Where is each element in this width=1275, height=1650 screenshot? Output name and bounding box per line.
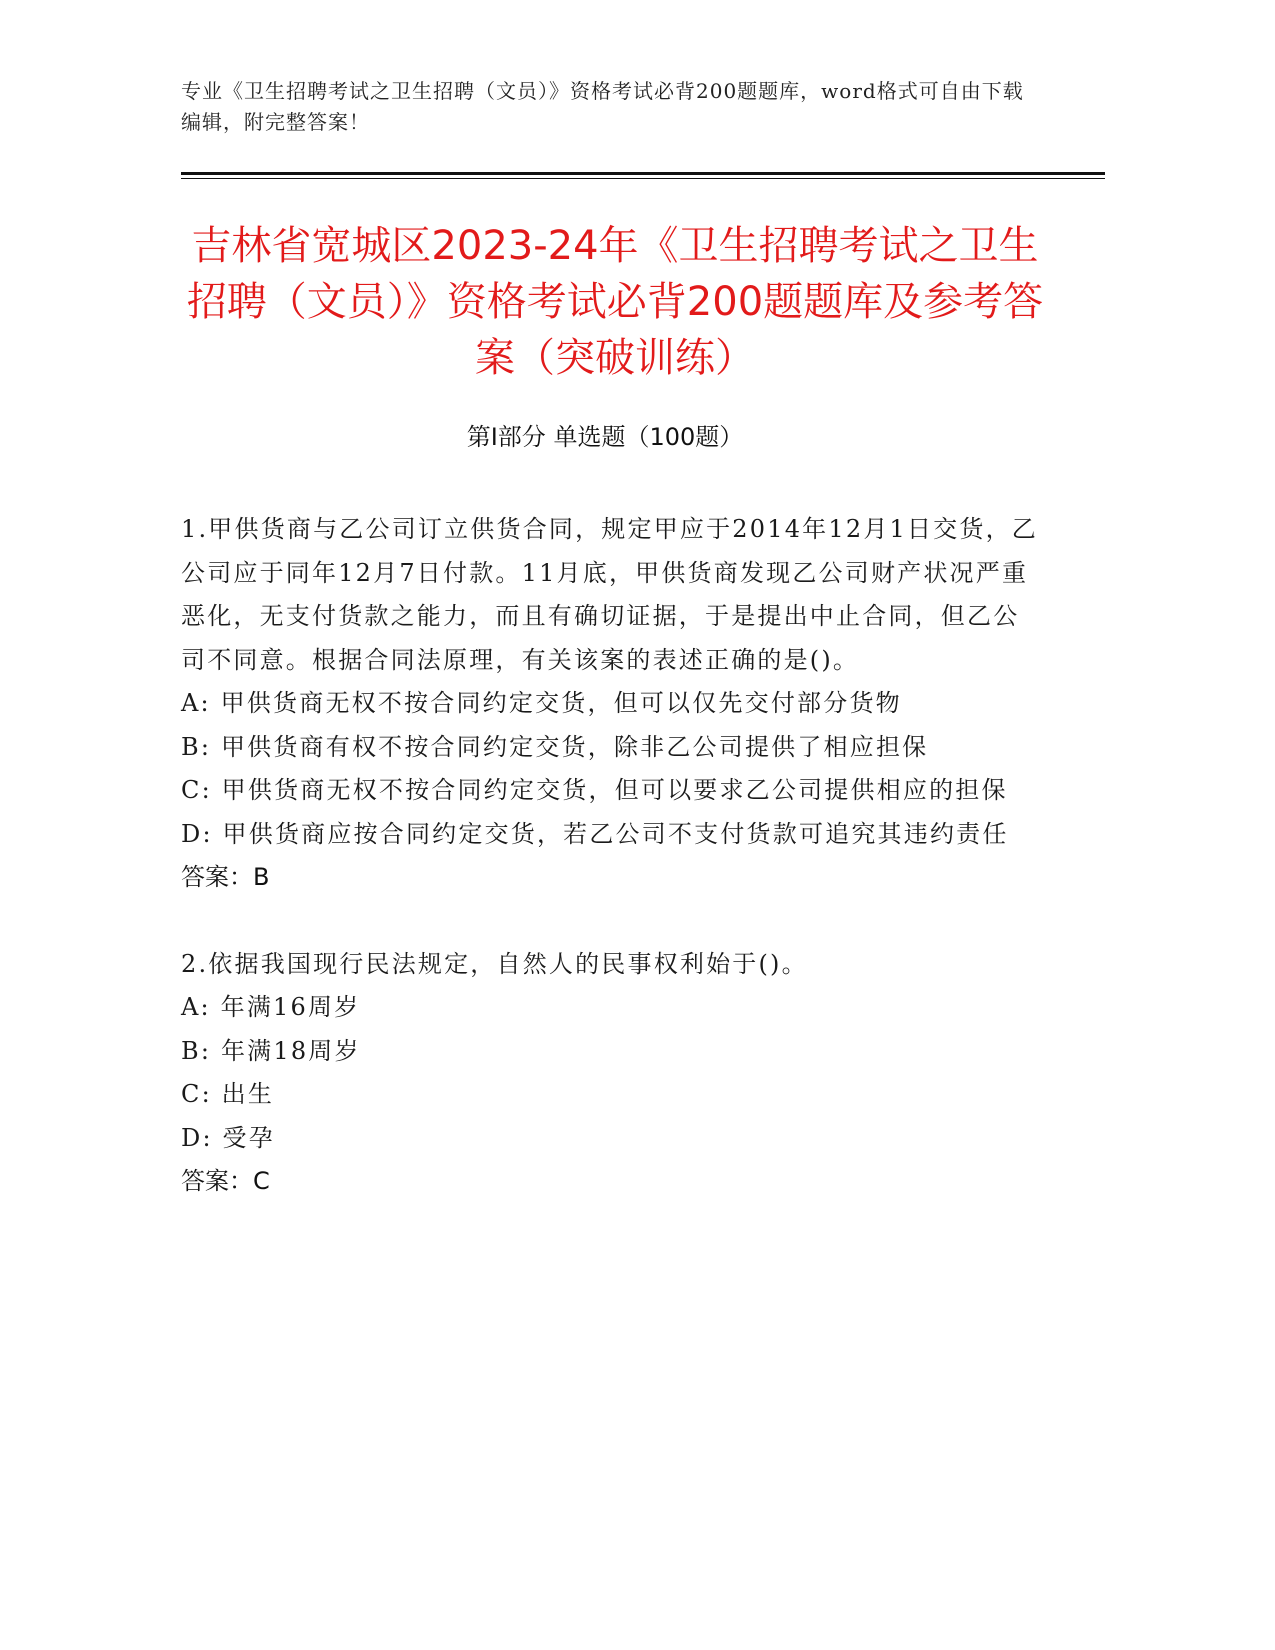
option-b: B: 年满18周岁: [181, 1036, 361, 1065]
option-d: D: 甲供货商应按合同约定交货，若乙公司不支付货款可追究其违约责任: [181, 819, 1009, 848]
header-divider-thick: [181, 172, 1105, 175]
answer-label: 答案：B: [181, 863, 270, 891]
option-c: C: 甲供货商无权不按合同约定交货，但可以要求乙公司提供相应的担保: [181, 776, 1008, 804]
option-a: A: 年满16周岁: [181, 993, 361, 1021]
header-note: 专业《卫生招聘考试之卫生招聘（文员）》资格考试必背200题题库，word格式可自由下载编辑，附完整答案！: [181, 79, 1024, 134]
section-title: 第Ⅰ部分 单选题（100题）: [466, 423, 744, 451]
option-d: D: 受孕: [181, 1123, 275, 1152]
option-c: C: 出生: [181, 1080, 275, 1108]
option-b: B: 甲供货商有权不按合同约定交货，除非乙公司提供了相应担保: [181, 732, 929, 761]
answer-label: 答案：C: [181, 1167, 270, 1195]
header-divider-thin: [181, 178, 1105, 179]
question-1: [181, 508, 1041, 900]
question-2: [181, 943, 1041, 1204]
option-a: A: 甲供货商无权不按合同约定交货，但可以仅先交付部分货物: [181, 689, 902, 717]
question-stem: 1.甲供货商与乙公司订立供货合同，规定甲应于2014年12月1日交货，乙公司应于同年12月7日付款。11月底，甲供货商发现乙公司财产状况严重恶化，无支付货款之能力，而且有确切证据，于是提出中止合同，但乙公司不同意。根据合同法原理，有关该案的表述正确的是()。: [181, 515, 1038, 674]
question-list: [181, 508, 1041, 1204]
question-stem: 2.依据我国现行民法规定，自然人的民事权利始于()。: [181, 949, 808, 978]
document-title: 吉林省宽城区2023-24年《卫生招聘考试之卫生招聘（文员）》资格考试必背200题题库及参考答案（突破训练）: [186, 223, 1044, 381]
